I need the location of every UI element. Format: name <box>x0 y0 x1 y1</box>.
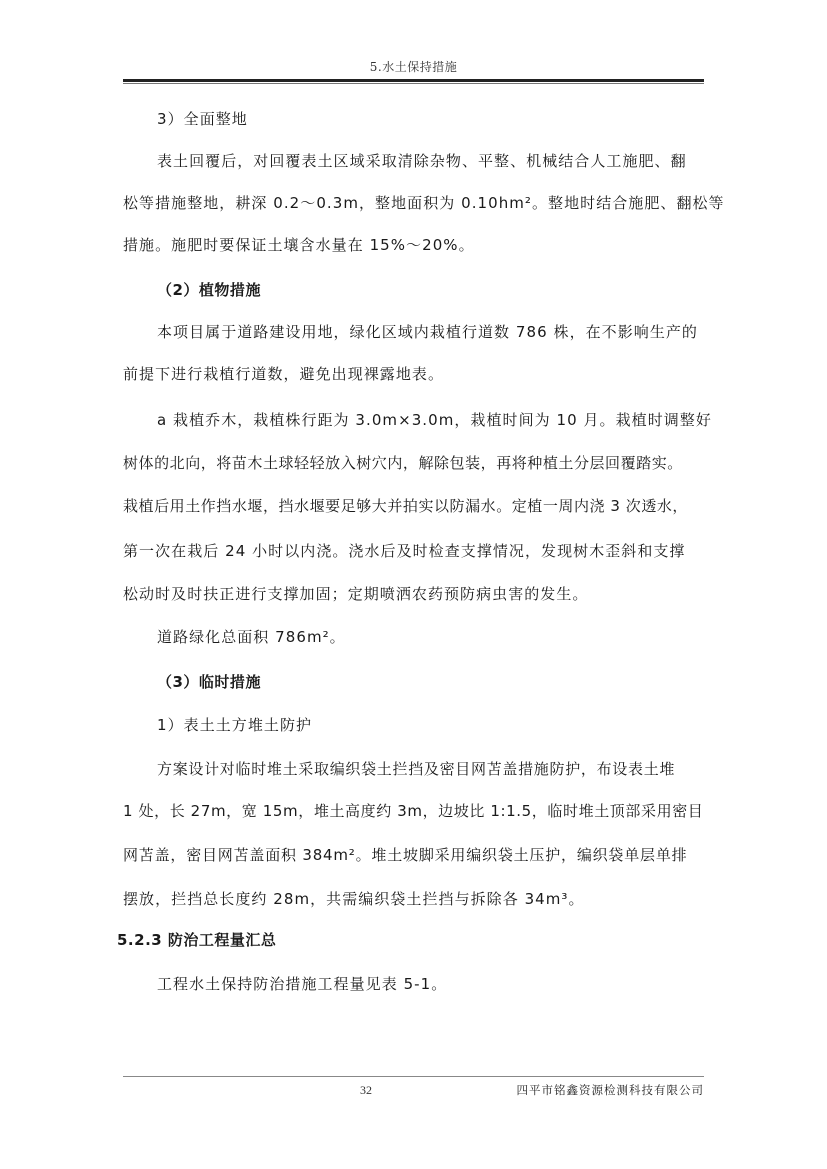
paragraph-line: 措施。施肥时要保证土壤含水量在 15%～20%。 <box>123 236 475 254</box>
paragraph-line: 第一次在栽后 24 小时以内浇。浇水后及时检查支撑情况，发现树木歪斜和支撑 <box>123 542 686 560</box>
page-number: 32 <box>360 1083 372 1097</box>
running-header: 5.水土保持措施 <box>369 60 458 74</box>
paragraph-line: 表土回覆后，对回覆表土区域采取清除杂物、平整、机械结合人工施肥、翻 <box>157 152 687 170</box>
paragraph-line: 工程水土保持防治措施工程量见表 5-1。 <box>157 975 448 993</box>
heading-plant-measures: （2）植物措施 <box>157 281 261 299</box>
company-name: 四平市铭鑫资源检测科技有限公司 <box>516 1083 704 1097</box>
paragraph-line: 本项目属于道路建设用地，绿化区域内栽植行道数 786 株，在不影响生产的 <box>157 323 698 341</box>
paragraph-line: 栽植后用土作挡水堰，挡水堰要足够大并拍实以防漏水。定植一周内浇 3 次透水， <box>123 497 688 515</box>
header-rule <box>123 79 704 84</box>
heading-temporary-measures: （3）临时措施 <box>157 673 261 691</box>
subheading-full-land-preparation: 3）全面整地 <box>157 110 248 128</box>
paragraph-line: 前提下进行栽植行道数，避免出现裸露地表。 <box>123 365 445 383</box>
section-heading-5-2-3: 5.2.3 防治工程量汇总 <box>117 931 277 949</box>
paragraph-line: 方案设计对临时堆土采取编织袋土拦挡及密目网苫盖措施防护，布设表土堆 <box>157 760 676 778</box>
paragraph-line: 松动时及时扶正进行支撑加固；定期喷洒农药预防病虫害的发生。 <box>123 585 589 603</box>
paragraph-line: 摆放，拦挡总长度约 28m，共需编织袋土拦挡与拆除各 34m³。 <box>123 890 585 908</box>
paragraph-line: 1 处，长 27m，宽 15m，堆土高度约 3m，边坡比 1:1.5，临时堆土顶部采用密目 <box>123 802 704 820</box>
paragraph-line: 树体的北向，将苗木土球轻轻放入树穴内，解除包装，再将种植土分层回覆踏实。 <box>123 454 683 472</box>
paragraph-line: 网苫盖，密目网苫盖面积 384m²。堆土坡脚采用编织袋土压护，编织袋单层单排 <box>123 846 688 864</box>
paragraph-line: 道路绿化总面积 786m²。 <box>157 628 346 646</box>
subheading-topsoil-protection: 1）表土土方堆土防护 <box>157 716 313 734</box>
paragraph-line: 松等措施整地，耕深 0.2～0.3m，整地面积为 0.10hm²。整地时结合施肥、翻松等 <box>123 194 725 212</box>
paragraph-line: a 栽植乔木，栽植株行距为 3.0m×3.0m，栽植时间为 10 月。栽植时调整好 <box>157 411 712 429</box>
footer-rule <box>123 1076 704 1077</box>
